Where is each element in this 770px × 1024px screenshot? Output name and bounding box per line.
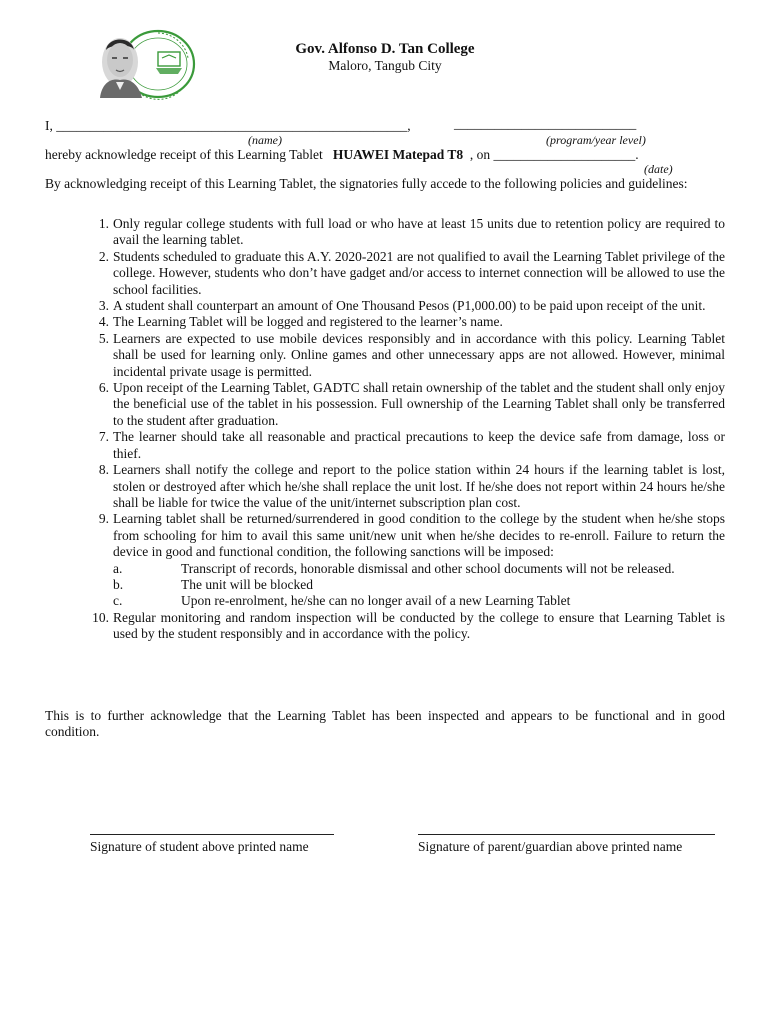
date-label: (date) xyxy=(644,162,673,176)
sanction-item: b. The unit will be blocked xyxy=(113,576,313,592)
college-name: Gov. Alfonso D. Tan College xyxy=(295,41,475,57)
acknowledge-prefix: hereby acknowledge receipt of this Learning Tablet xyxy=(45,147,323,162)
student-signature-block xyxy=(90,822,334,855)
college-address: Maloro, Tangub City xyxy=(328,58,442,73)
program-label: (program/year level) xyxy=(546,133,646,147)
college-seal-icon xyxy=(96,28,198,100)
parent-signature-line xyxy=(418,834,715,835)
policy-item: 4. The Learning Tablet will be logged and registered to the learner’s name. xyxy=(98,314,503,330)
program-line: ___________________________ xyxy=(454,116,637,131)
sanctions-list xyxy=(113,561,725,610)
parent-signature-label: Signature of parent/guardian above printed name xyxy=(418,839,683,854)
date-line: , on _____________________. xyxy=(469,147,639,162)
parent-signature-block xyxy=(418,822,715,855)
sanction-item: a. Transcript of records, honorable dismissal and other school documents will not be released. xyxy=(113,560,675,576)
policy-item: 9. Learning tablet shall be returned/surrendered in good condition to the college by the student when he/she stops from schooling for him to avail this same unit/new unit when he/she decides to re-enroll. Failure to return the device in good and functional condition, the following sanctions will be imposed: a. Transcript of records, honorable dismissal and other school documents will not be released. b. The unit will be blocked c. Upon re-enrolment, he/she can no longer avail of a new Learning Tablet xyxy=(98,511,725,609)
college-seal-logo xyxy=(96,28,198,100)
policy-item: 6. Upon receipt of the Learning Tablet, GADTC shall retain ownership of the tablet and the student shall only enjoy the beneficial use of the tablet in his possession. Full ownership of the Learning Tablet shall only be transferred to the student after graduation. xyxy=(98,380,725,428)
name-label: (name) xyxy=(248,133,282,147)
sanction-item: c. Upon re-enrolment, he/she can no longer avail of a new Learning Tablet xyxy=(113,593,571,609)
policy-item: 5. Learners are expected to use mobile devices responsibly and in accordance with this policy. Learning Tablet shall be used for learning only. Online games and other unnecessary apps are not allowed. However, minimal incidental private usage is permitted. xyxy=(98,330,725,379)
policy-item: 7. The learner should take all reasonable and practical precautions to keep the device safe from damage, loss or thief. xyxy=(98,429,725,461)
student-signature-label: Signature of student above printed name xyxy=(90,839,309,854)
device-name: HUAWEI Matepad T8 xyxy=(332,147,464,162)
policy-item: 8. Learners shall notify the college and report to the police station within 24 hours if the learning tablet is lost, stolen or destroyed after which he/she shall replace the unit lost. If he/she does not report within 24 hours he/she shall be liable for twice the value of the unit/internet subscription plan cost. xyxy=(98,462,725,510)
policies-list xyxy=(45,216,725,643)
acknowledge-line xyxy=(45,147,639,163)
policy-item: 10. Regular monitoring and random inspection will be conducted by the college to ensure that Learning Tablet is used by the student responsibly and in accordance with the policy. xyxy=(92,609,725,642)
name-line: I, ____________________________________________________, xyxy=(45,118,411,133)
document-header xyxy=(200,40,570,74)
policy-item: 3. A student shall counterpart an amount of One Thousand Pesos (P1,000.00) to be paid upon receipt of the unit. xyxy=(98,298,706,314)
student-signature-line xyxy=(90,834,334,835)
intro-paragraph: By acknowledging receipt of this Learning Tablet, the signatories fully accede to the following policies and guidelines: xyxy=(45,176,688,191)
policy-item: 1. Only regular college students with full load or who have at least 15 units due to retention policy are required to avail the learning tablet. xyxy=(98,216,725,248)
policy-item: 2. Students scheduled to graduate this A.Y. 2020-2021 are not qualified to avail the Learning Tablet privilege of the college. However, students who don’t have gadget and/or access to internet connection will be allowed to use the school facilities. xyxy=(98,248,725,297)
closing-paragraph: This is to further acknowledge that the Learning Tablet has been inspected and appears to be functional and in good condition. xyxy=(45,708,725,740)
